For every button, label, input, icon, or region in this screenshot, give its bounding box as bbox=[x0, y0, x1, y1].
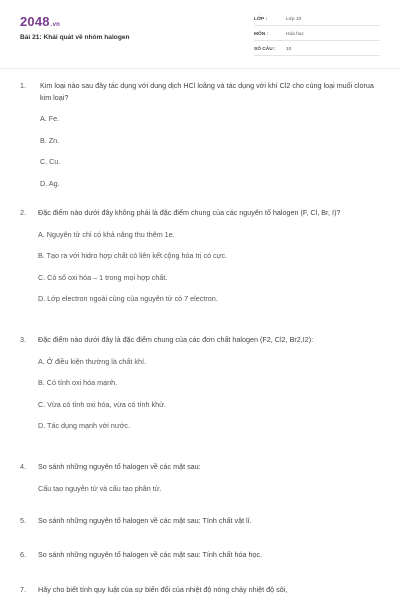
meta-class-value: Lớp 10 bbox=[286, 17, 302, 22]
question-1 bbox=[20, 80, 382, 189]
question-number: 1. bbox=[20, 81, 26, 90]
question-6 bbox=[20, 549, 382, 561]
question-text: So sánh những nguyên tố halogen về các mặt sau: Tính chất vật lí. bbox=[38, 516, 252, 525]
option-a[interactable]: A. Nguyên tử chỉ có khả năng thu thêm 1e. bbox=[38, 229, 175, 239]
option-b[interactable]: B. Zn. bbox=[40, 135, 60, 145]
option-d[interactable]: D. Lớp electron ngoài cùng của nguyên tử có 7 electron. bbox=[38, 294, 218, 303]
lesson-title: Bài 21: Khái quát về nhóm halogen bbox=[20, 34, 130, 41]
question-7 bbox=[20, 584, 382, 596]
meta-class-row bbox=[254, 14, 380, 26]
meta-subject-label: MÔN : bbox=[254, 32, 269, 37]
option-c[interactable]: C. Có số oxi hóa – 1 trong mọi hợp chất. bbox=[38, 272, 168, 282]
logo-text: 2048 bbox=[20, 14, 50, 29]
option-a[interactable]: A. Fe. bbox=[40, 114, 60, 123]
meta-subject-value: Hóa học bbox=[286, 32, 304, 37]
question-number: 4. bbox=[20, 462, 26, 471]
option-c[interactable]: C. Vừa có tính oxi hóa, vừa có tính khử. bbox=[38, 399, 166, 409]
meta-count-label: SỐ CÂU : bbox=[254, 47, 276, 52]
question-subtext: Cấu tạo nguyên tử và cấu tạo phân tử. bbox=[38, 483, 162, 493]
question-text: Đặc điểm nào dưới đây là đặc điểm chung của các đơn chất halogen (F2, Cl2, Br2,I2): bbox=[38, 335, 314, 344]
question-number: 7. bbox=[20, 585, 26, 594]
logo-suffix: .vn bbox=[50, 22, 61, 28]
option-d[interactable]: D. Tác dụng mạnh với nước. bbox=[38, 421, 131, 430]
option-d[interactable]: D. Ag. bbox=[40, 178, 60, 188]
question-text: Hãy cho biết tính quy luật của sự biến đổi của nhiệt độ nóng chảy nhiệt độ sôi, bbox=[38, 585, 288, 594]
question-number: 5. bbox=[20, 516, 26, 525]
question-number: 3. bbox=[20, 335, 26, 344]
question-number: 6. bbox=[20, 550, 26, 559]
meta-count-row bbox=[254, 44, 380, 56]
site-logo[interactable] bbox=[20, 14, 60, 29]
question-text: Kim loại nào sau đây tác dụng với dung dịch HCl loãng và tác dụng với khí Cl2 cho cùng loại muối clorua kim loại? bbox=[40, 81, 374, 102]
meta-count-value: 10 bbox=[286, 47, 292, 52]
meta-class-label: LỚP : bbox=[254, 17, 268, 22]
question-text: So sánh những nguyên tố halogen về các mặt sau: bbox=[38, 462, 201, 471]
option-c[interactable]: C. Cu. bbox=[40, 157, 61, 166]
header-divider bbox=[0, 68, 400, 69]
page-header bbox=[0, 0, 400, 66]
question-number: 2. bbox=[20, 208, 26, 217]
meta-subject-row bbox=[254, 29, 380, 41]
question-2 bbox=[20, 207, 382, 305]
question-5 bbox=[20, 515, 382, 527]
question-text: Đặc điểm nào dưới đây không phải là đặc điểm chung của các nguyên tố halogen (F, Cl, Br, I)? bbox=[38, 208, 341, 217]
option-b[interactable]: B. Tạo ra với hidro hợp chất có liên kết cộng hóa trị có cực. bbox=[38, 251, 228, 260]
question-4 bbox=[20, 461, 382, 494]
option-b[interactable]: B. Có tính oxi hóa mạnh. bbox=[38, 378, 118, 387]
option-a[interactable]: A. Ở điều kiện thường là chất khí. bbox=[38, 356, 146, 366]
question-3 bbox=[20, 334, 382, 432]
question-text: So sánh những nguyên tố halogen về các mặt sau: Tính chất hóa học. bbox=[38, 550, 263, 559]
